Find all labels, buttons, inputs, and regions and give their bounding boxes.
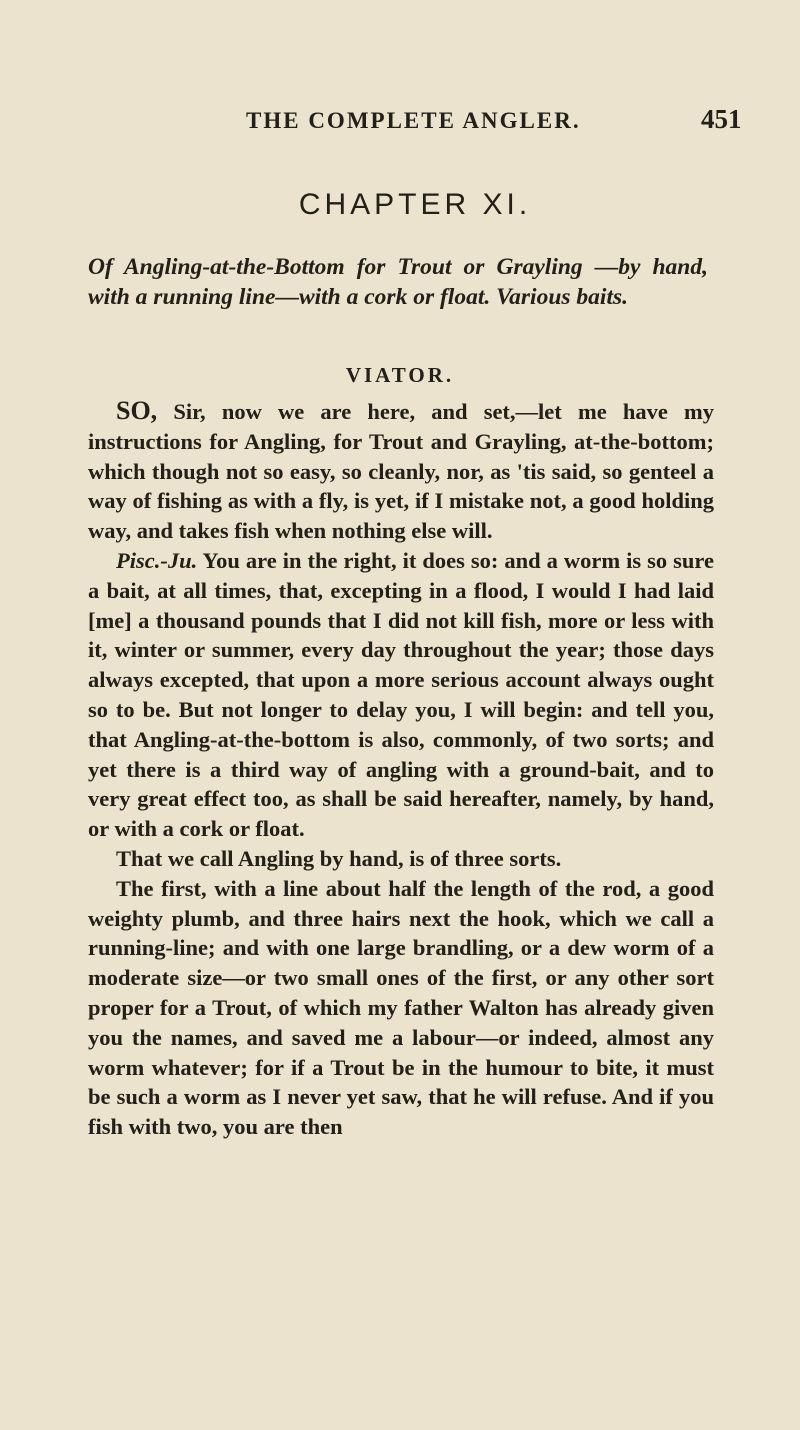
paragraph-speaker: Pisc.-Ju. [116, 547, 198, 573]
paragraph-text: That we call Angling by hand, is of three sorts. [116, 845, 562, 871]
paragraph [88, 396, 714, 546]
chapter-title: CHAPTER XI. [298, 188, 532, 221]
paragraph [88, 844, 714, 874]
body-text [88, 396, 714, 1142]
paragraph-first-word: SO, [116, 396, 158, 425]
running-title: THE COMPLETE ANGLER. [246, 108, 581, 133]
running-head [0, 104, 800, 138]
paragraph-text: The first, with a line about half the length of the rod, a good weighty plumb, and three hairs next the hook, which we call a running-line; and with one large brandling, or a dew worm of a moderate size—or two small ones of the first, or any other sort proper for a Trout, of which my father Walton has already given you the names, and saved me a labour—or indeed, almost any worm whatever; for if a Trout be in the humour to bite, it must be such a worm as I never yet saw, that he will refuse. And if you fish with two, you are then [88, 875, 714, 1140]
chapter-summary: Of Angling-at-the-Bottom for Trout or Grayling —by hand, with a running line—with a cork or float. Various baits. [88, 254, 708, 310]
page-number: 451 [701, 104, 742, 134]
paragraph-text: You are in the right, it does so: and a worm is so sure a bait, at all times, that, excepting in a flood, I would I had laid [me] a thousand pounds that I did not kill fish, more or less with it, winter or summer, every day throughout the year; those days always excepted, that upon a more serious account always ought so to be. But not longer to delay you, I will begin: and tell you, that Angling-at-the-bottom is also, commonly, of two sorts; and yet there is a third way of angling with a ground-bait, and to very great effect too, as shall be said hereafter, namely, by hand, or with a cork or float. [88, 547, 714, 842]
paragraph-text: Sir, now we are here, and set,—let me have my instructions for Angling, for Trout and Grayling, at-the-bottom; which though not so easy, so cleanly, nor, as 'tis said, so genteel a way of fishing as with a fly, is yet, if I mistake not, a good holding way, and takes fish when nothing else will. [88, 399, 714, 544]
speaker-heading: VIATOR. [345, 363, 455, 387]
paragraph [88, 546, 714, 844]
paragraph [88, 874, 714, 1142]
